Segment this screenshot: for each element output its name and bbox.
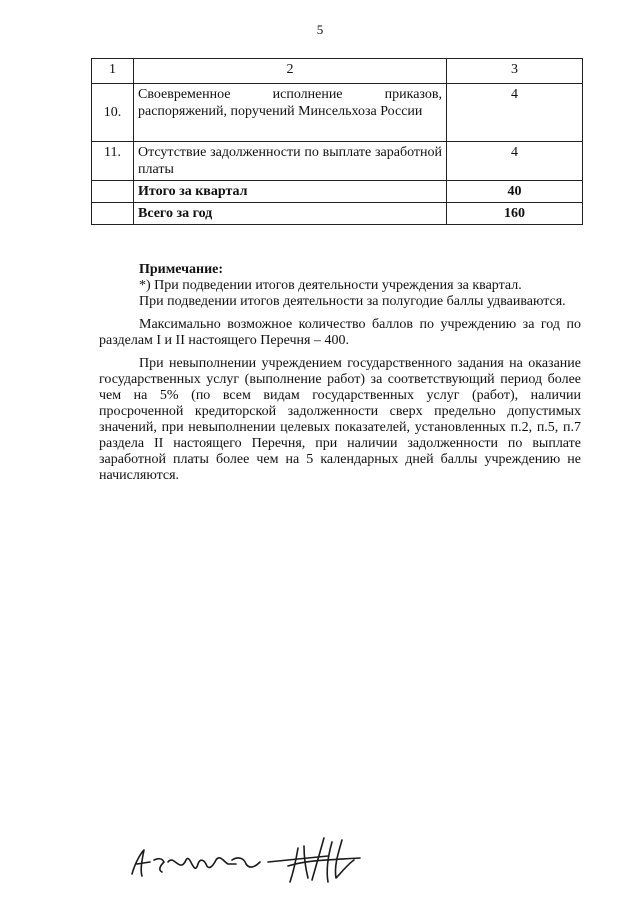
criteria-table — [91, 58, 583, 225]
total-row — [92, 203, 583, 225]
notes-section — [99, 262, 581, 484]
table-row — [92, 142, 583, 181]
table-row — [92, 84, 583, 142]
page-number: 5 — [316, 22, 324, 37]
header-col-1: 1 — [92, 59, 134, 84]
note-paragraph: При подведении итогов деятельности за полугодие баллы удваиваются. — [139, 294, 566, 309]
table-header-row — [92, 59, 583, 84]
note-paragraph: При невыполнении учреждением государственного задания на оказание государственных услуг (выполнение работ) за соответствующий период более чем на 5% (по всем видам государственных услуг (работ), наличии просроченной кредиторской задолженности сверх предельно допустимых значений, при невыполнении целевых показателей, установленных п.2, п.5, п.7 раздела II настоящего Перечня, при наличии задолженности по выплате заработной платы более чем на 5 календарных дней баллы учреждению не начисляются. — [99, 356, 581, 483]
total-score: 160 — [447, 203, 583, 225]
row-score: 4 — [447, 84, 583, 142]
row-criterion: Отсутствие задолженности по выплате заработной платы — [134, 142, 447, 181]
row-number: 10. — [92, 84, 134, 142]
header-col-3: 3 — [447, 59, 583, 84]
header-col-2: 2 — [134, 59, 447, 84]
handwritten-signature — [128, 830, 388, 890]
note-paragraph: Максимально возможное количество баллов по учреждению за год по разделам I и II настоящего Перечня – 400. — [99, 317, 581, 348]
total-score: 40 — [447, 181, 583, 203]
row-criterion: Своевременное исполнение приказов, распоряжений, поручений Минсельхоза России — [134, 84, 447, 142]
total-label: Итого за квартал — [134, 181, 447, 203]
note-paragraph: *) При подведении итогов деятельности учреждения за квартал. — [139, 278, 522, 293]
total-label: Всего за год — [134, 203, 447, 225]
row-number: 11. — [92, 142, 134, 181]
notes-title: Примечание: — [139, 262, 224, 277]
row-score: 4 — [447, 142, 583, 181]
total-row — [92, 181, 583, 203]
